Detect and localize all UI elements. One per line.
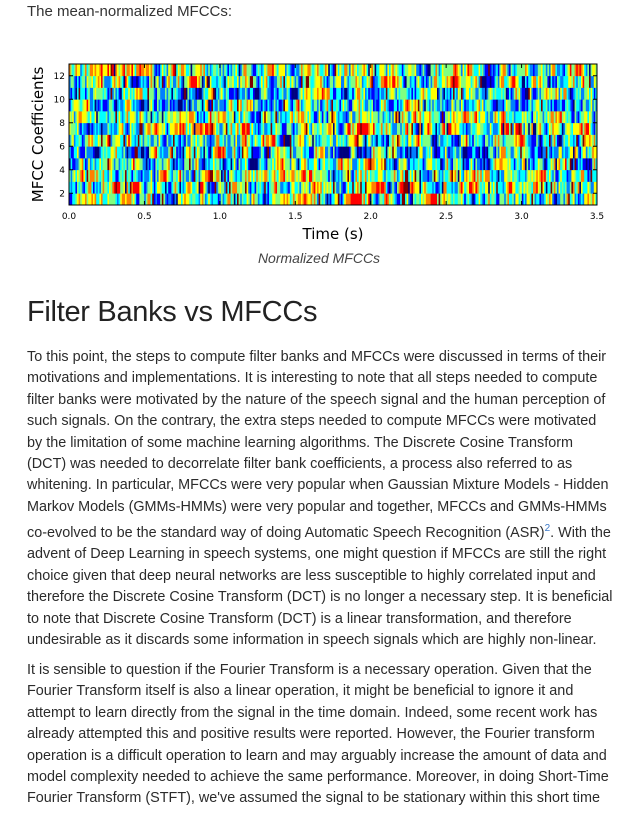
x-tick-label: 0.5	[137, 212, 152, 222]
x-tick-label: 3.0	[514, 212, 529, 222]
section-heading: Filter Banks vs MFCCs	[27, 296, 318, 328]
paragraph1-text-a: To this point, the steps to compute filter banks and MFCCs were discussed in terms of their motivations and implementations. It is interesting to note that all steps needed to compute filter banks were motivated by the nature of the speech signal and the human perception of such signals. On the contrary, the extra steps needed to compute MFCCs were motivated by the limitation of some machine learning algorithms. The Discrete Cosine Transform (DCT) was needed to decorrelate filter bank coefficients, a process also referred to as whitening. In particular, MFCCs were very popular when Gaussian Mixture Models - Hidden Markov Models (GMMs-HMMs) were very popular and together, MFCCs and GMMs-HMMs co-evolved to be the standard way of doing Automatic Speech Recognition (ASR)	[27, 349, 609, 542]
x-tick-label: 3.5	[589, 212, 605, 222]
heatmap-cells	[69, 64, 597, 205]
x-tick-label: 1.5	[288, 212, 303, 222]
x-axis-label: Time (s)	[302, 225, 364, 243]
y-tick-label: 6	[59, 142, 65, 153]
y-tick-label: 10	[53, 95, 65, 106]
footnote-ref-link[interactable]: 2	[544, 523, 551, 535]
x-tick-label: 0.0	[61, 212, 77, 222]
paragraph-filter-banks-vs-mfccs	[27, 347, 613, 651]
paragraph-fourier-transform: It is sensible to question if the Fourier Transform is a necessary operation. Given that the Fourier Transform itself is also a linear operation, it might be beneficial to ignore it and attempt to learn directly from the signal in the time domain. Indeed, some recent work has already attempted this and positive results were reported. However, the Fourier transform operation is a difficult operation to learn and may arguably increase the amount of data and model complexity needed to achieve the same performance. Moreover, in doing Short-Time Fourier Transform (STFT), we've assumed the signal to be stationary within this short time	[27, 662, 609, 807]
x-tick-label: 1.0	[212, 212, 228, 222]
paragraph1-text-b: . With the advent of Deep Learning in speech systems, one might question if MFCCs are still the right choice given that deep neural networks are less susceptible to highly correlated input and therefore the Discrete Cosine Transform (DCT) is no longer a necessary step. It is beneficial to note that Discrete Cosine Transform (DCT) is a linear transformation, and therefore undesirable as it discards some information in speech signals which are highly non-linear.	[27, 525, 613, 649]
x-tick-label: 2.5	[438, 212, 454, 222]
y-tick-label: 2	[59, 189, 65, 200]
x-tick-label: 2.0	[363, 212, 378, 222]
y-tick-label: 4	[59, 165, 65, 176]
mfcc-heatmap-chart	[27, 56, 617, 246]
y-tick-label: 8	[59, 118, 65, 129]
figure-caption: Normalized MFCCs	[257, 250, 381, 266]
y-axis-label: MFCC Coefficients	[29, 66, 47, 203]
intro-text: The mean-normalized MFCCs:	[27, 3, 233, 20]
mfcc-heatmap-figure	[27, 56, 617, 246]
y-tick-label: 12	[53, 71, 65, 82]
